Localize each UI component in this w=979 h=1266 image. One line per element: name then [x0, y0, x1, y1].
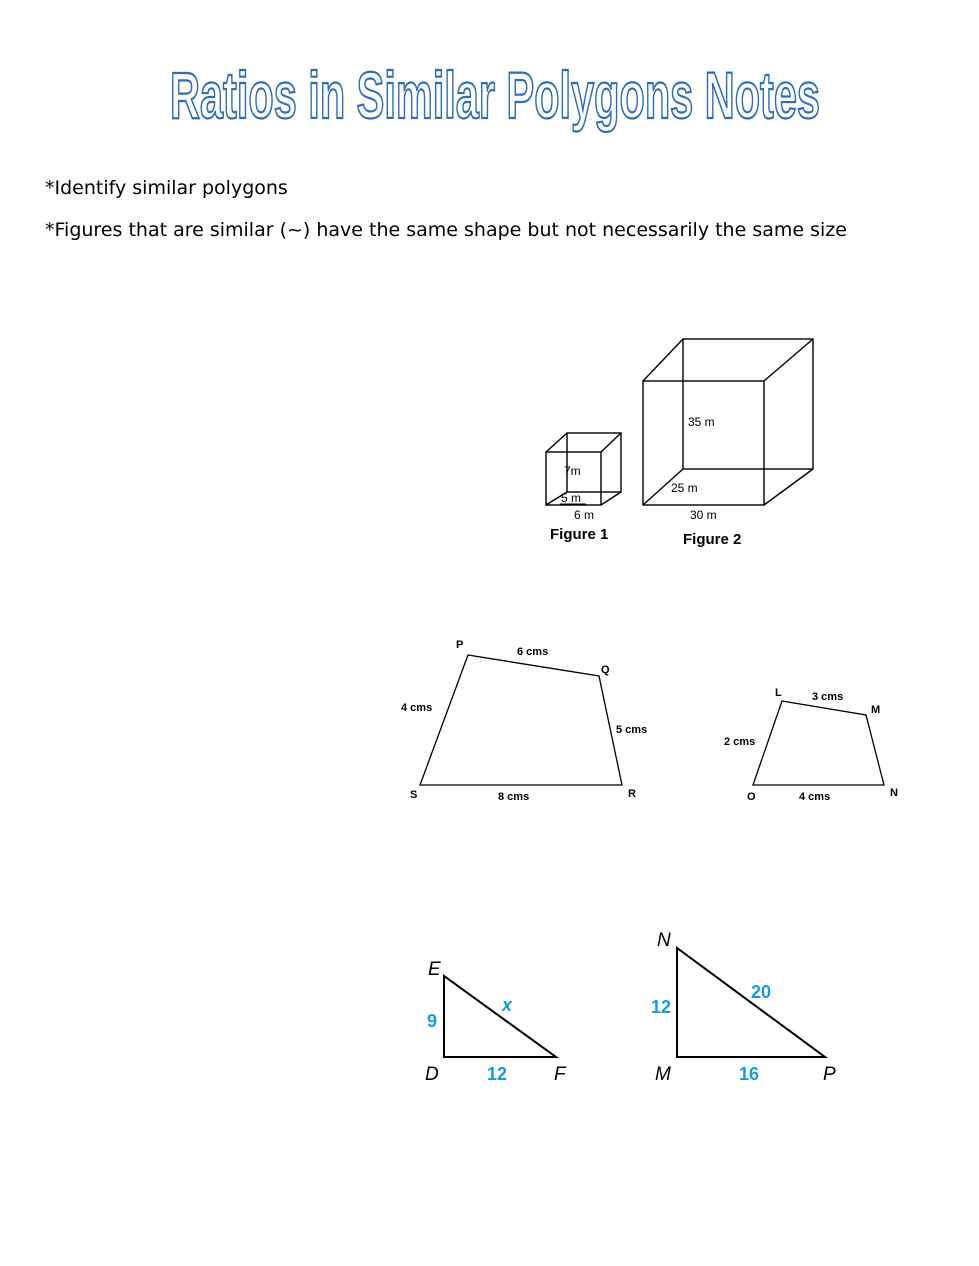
vertex-n-triangle: N	[657, 930, 671, 951]
triangle-def	[444, 976, 556, 1057]
cube-figure-2	[643, 339, 813, 505]
cube2-caption: Figure 2	[683, 531, 742, 548]
cube2-depth-label: 25 m	[671, 481, 698, 495]
vertex-d: D	[425, 1064, 439, 1085]
side-ol-label: 2 cms	[724, 736, 756, 748]
note-definition: *Figures that are similar (~) have the same shape but not necessarily the same size	[45, 219, 847, 241]
vertex-f: F	[554, 1064, 566, 1085]
side-sp-label: 4 cms	[401, 702, 433, 714]
vertex-r: R	[628, 788, 636, 800]
cube1-depth-label: 5 m	[561, 491, 582, 505]
vertex-n: N	[890, 787, 898, 799]
side-nm-label: 12	[651, 997, 672, 1017]
quadrilateral-pqrs	[420, 655, 622, 785]
cube-figure-1	[546, 433, 621, 505]
side-rs-label: 8 cms	[498, 791, 530, 803]
side-mp-label: 16	[739, 1064, 760, 1084]
vertex-o: O	[747, 791, 756, 803]
vertex-m: M	[871, 704, 881, 716]
side-ef-label: x	[502, 995, 513, 1015]
side-ed-label: 9	[427, 1011, 438, 1031]
quadrilateral-lmno	[753, 701, 884, 785]
side-no-label: 4 cms	[799, 791, 831, 803]
cube2-width-label: 30 m	[690, 508, 717, 522]
cube1-height-label: 7m	[564, 464, 581, 478]
cube1-width-label: 6 m	[574, 508, 595, 522]
vertex-m-triangle: M	[655, 1064, 671, 1085]
side-lm-label: 3 cms	[812, 691, 844, 703]
side-qr-label: 5 cms	[616, 724, 648, 736]
vertex-p-triangle: P	[823, 1064, 836, 1085]
cube1-caption: Figure 1	[550, 526, 609, 543]
cube2-height-label: 35 m	[688, 415, 715, 429]
vertex-e: E	[428, 959, 441, 980]
vertex-s: S	[410, 789, 418, 801]
side-np-label: 20	[751, 982, 772, 1002]
page-title-text: Ratios in Similar Polygons Notes	[170, 58, 820, 132]
side-pq-label: 6 cms	[517, 646, 549, 658]
vertex-l: L	[775, 687, 782, 699]
note-identify: *Identify similar polygons	[45, 177, 288, 199]
vertex-p: P	[456, 639, 464, 651]
side-df-label: 12	[487, 1064, 508, 1084]
triangle-nmp	[677, 948, 825, 1057]
vertex-q: Q	[601, 664, 610, 676]
